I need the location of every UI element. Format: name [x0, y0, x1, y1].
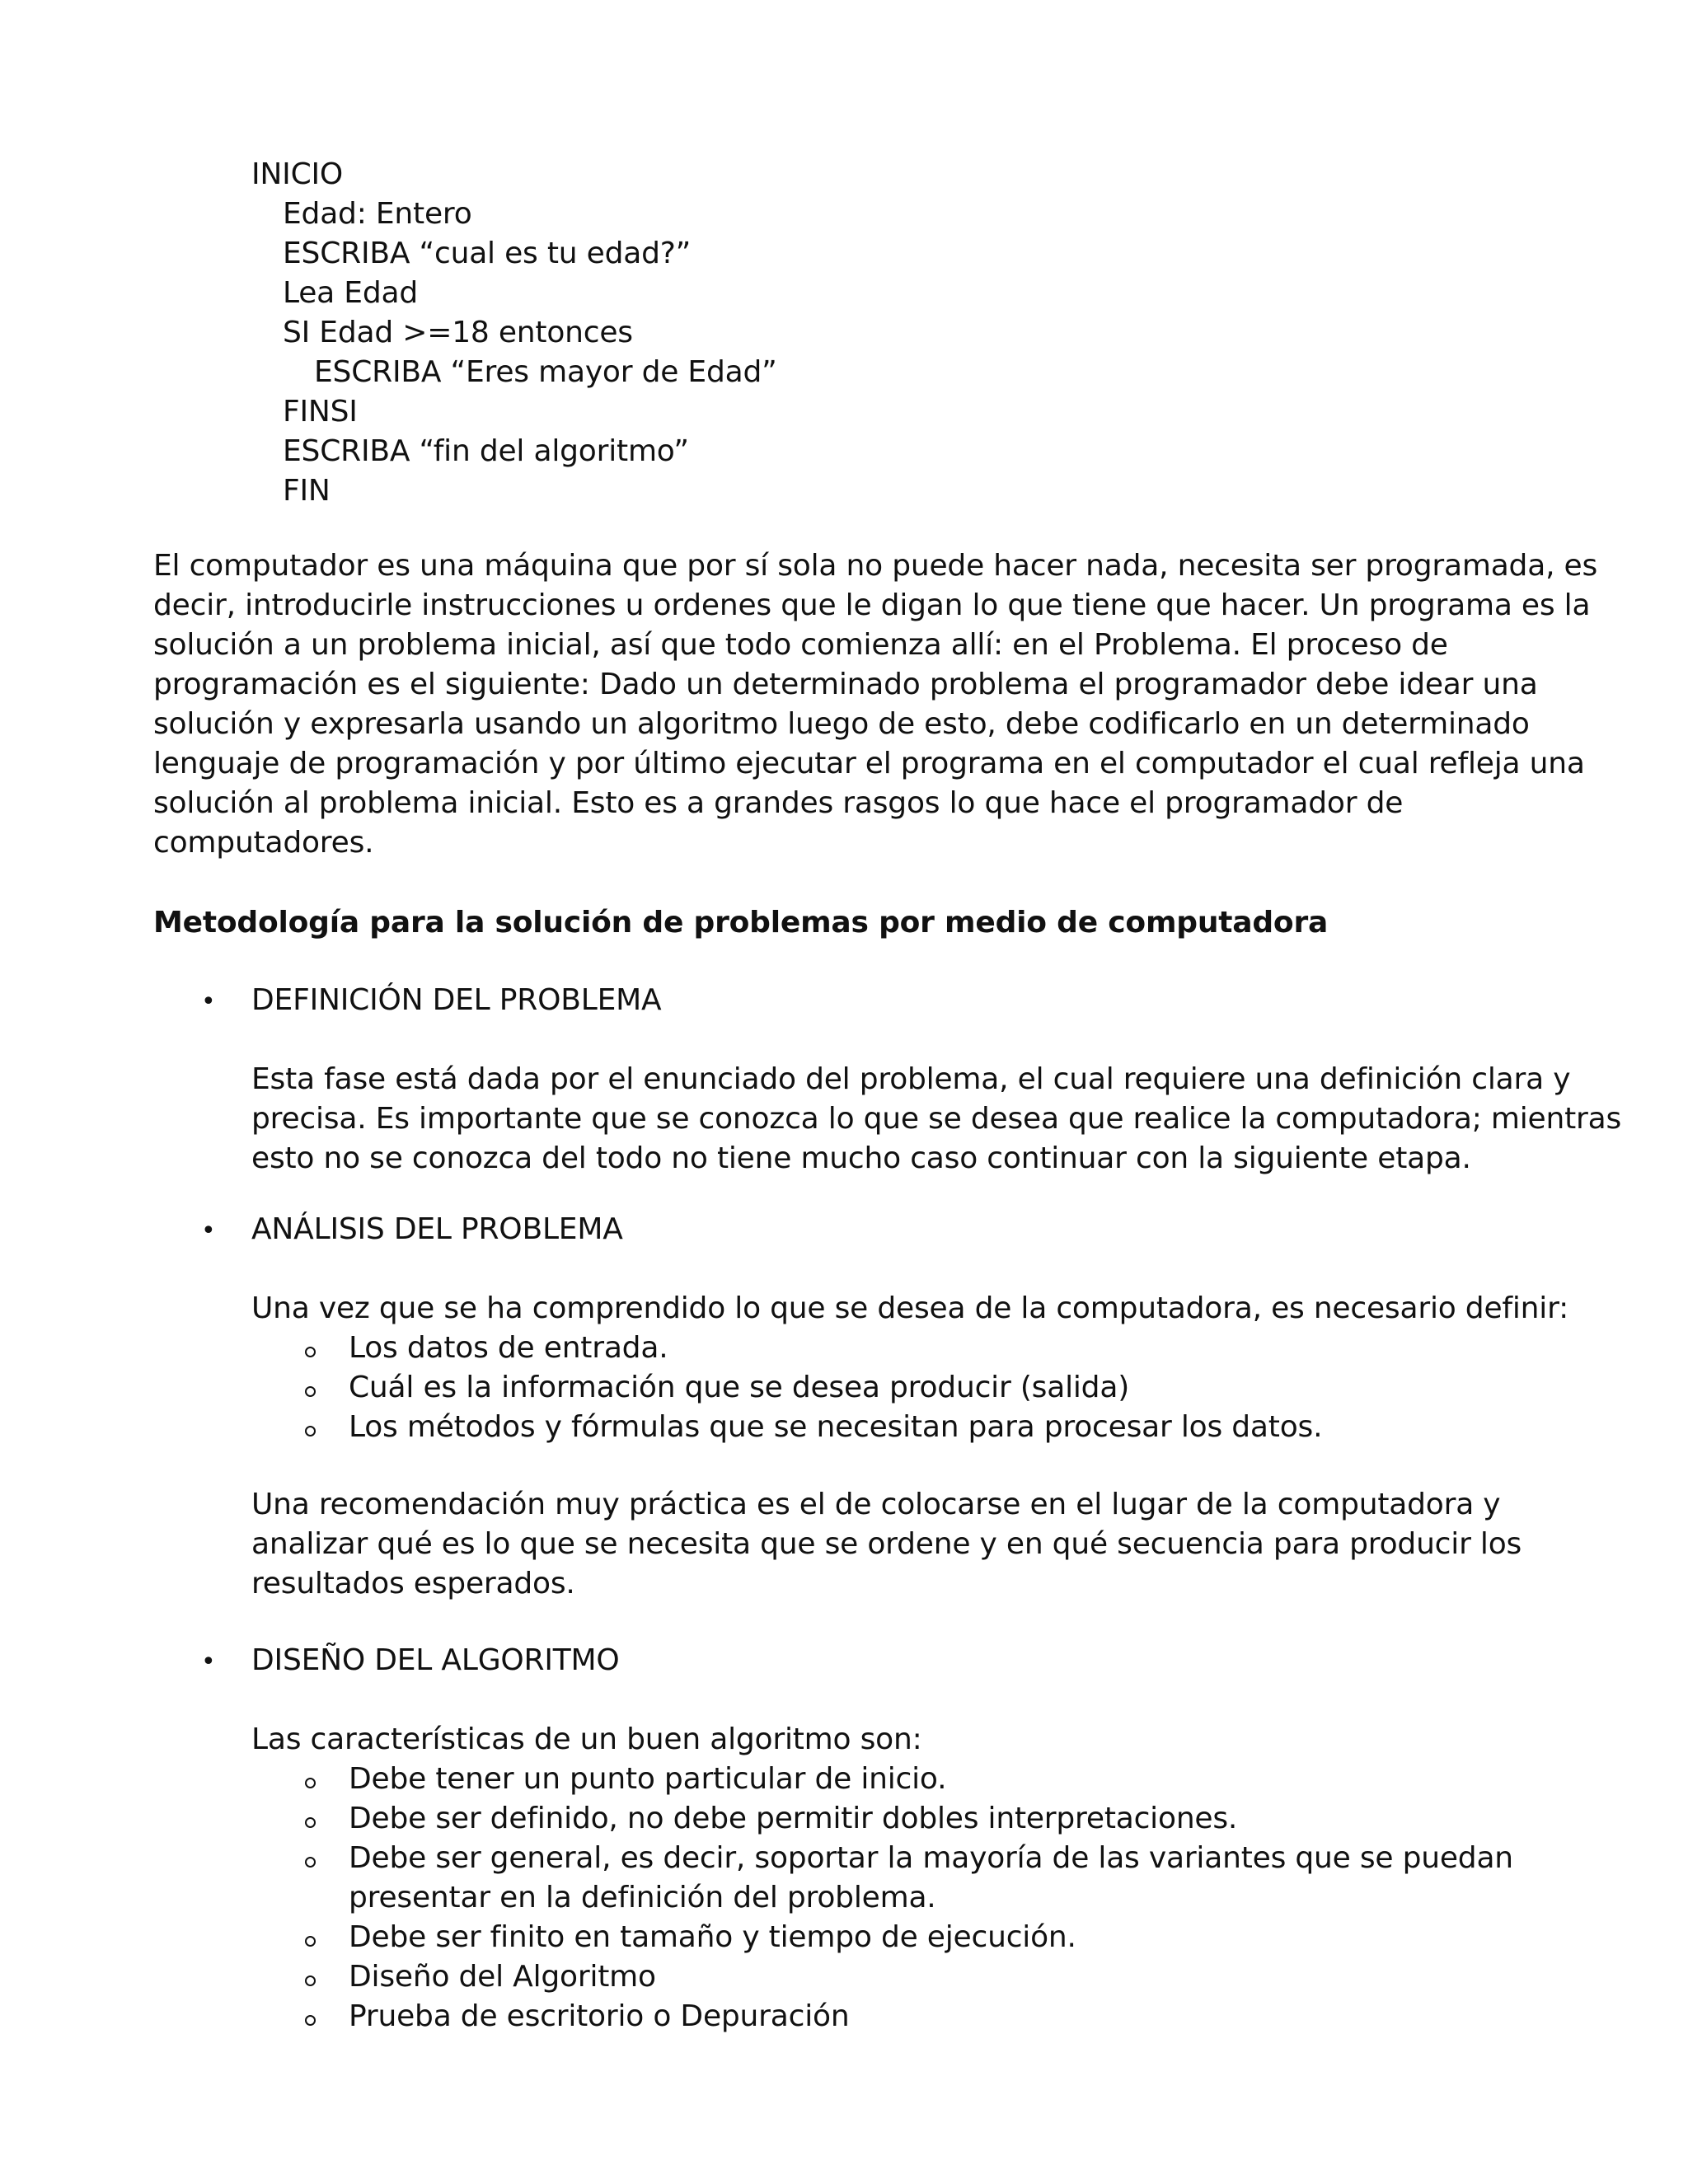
- section-intro: Una vez que se ha comprendido lo que se desea de la computadora, es necesario definir:: [251, 1291, 1569, 1325]
- list-item: Debe ser definido, no debe permitir dobles interpretaciones.: [349, 1802, 1238, 1835]
- circle-bullet-icon: [305, 1386, 316, 1397]
- list-item: Debe ser finito en tamaño y tiempo de ejecución.: [349, 1920, 1076, 1954]
- paragraph-line: resultados esperados.: [251, 1567, 575, 1601]
- section-title: ANÁLISIS DEL PROBLEMA: [251, 1212, 623, 1246]
- paragraph-line: Una recomendación muy práctica es el de colocarse en el lugar de la computadora y: [251, 1488, 1501, 1521]
- code-line: Edad: Entero: [283, 197, 472, 231]
- list-item: Diseño del Algoritmo: [349, 1960, 656, 1994]
- circle-bullet-icon: [305, 1817, 316, 1828]
- paragraph-line: solución al problema inicial. Esto es a grandes rasgos lo que hace el programador de: [153, 786, 1404, 820]
- circle-bullet-icon: [305, 1426, 316, 1436]
- list-item-continuation: presentar en la definición del problema.: [349, 1881, 936, 1915]
- paragraph-line: precisa. Es importante que se conozca lo que se desea que realice la computadora; mientras: [251, 1102, 1622, 1136]
- section-body: [251, 1060, 1621, 1179]
- list-item: Debe ser general, es decir, soportar la mayoría de las variantes que se puedan: [349, 1841, 1513, 1875]
- circle-bullet-icon: [305, 2015, 316, 2026]
- circle-bullet-icon: [305, 1936, 316, 1947]
- paragraph-line: programación es el siguiente: Dado un determinado problema el programador debe idear una: [153, 668, 1538, 701]
- code-line: INICIO: [251, 157, 344, 191]
- section-title: DEFINICIÓN DEL PROBLEMA: [251, 983, 662, 1017]
- paragraph-line: esto no se conozca del todo no tiene mucho caso continuar con la siguiente etapa.: [251, 1141, 1471, 1175]
- paragraph-line: decir, introducirle instrucciones u ordenes que le digan lo que tiene que hacer. Un programa es la: [153, 588, 1591, 622]
- section-intro: Las características de un buen algoritmo son:: [251, 1722, 922, 1756]
- paragraph-line: solución a un problema inicial, así que todo comienza allí: en el Problema. El proceso de: [153, 628, 1448, 662]
- list-item: Los datos de entrada.: [349, 1331, 668, 1365]
- list-item: Cuál es la información que se desea producir (salida): [349, 1371, 1130, 1404]
- bullet-icon: •: [201, 987, 216, 1016]
- code-line: SI Edad >=18 entonces: [283, 316, 633, 349]
- circle-bullet-icon: [305, 1347, 316, 1357]
- code-line: ESCRIBA “cual es tu edad?”: [283, 237, 692, 270]
- paragraph-line: Esta fase está dada por el enunciado del problema, el cual requiere una definición clara y: [251, 1062, 1571, 1096]
- circle-bullet-icon: [305, 1975, 316, 1986]
- code-line: ESCRIBA “fin del algoritmo”: [283, 434, 689, 468]
- circle-bullet-icon: [305, 1778, 316, 1788]
- section-title: DISEÑO DEL ALGORITMO: [251, 1643, 620, 1677]
- circle-bullet-icon: [305, 1857, 316, 1868]
- section-heading: Metodología para la solución de problemas por medio de computadora: [153, 906, 1329, 940]
- list-item: Los métodos y fórmulas que se necesitan para procesar los datos.: [349, 1410, 1323, 1444]
- list-item: Prueba de escritorio o Depuración: [349, 1999, 850, 2033]
- code-line: ESCRIBA “Eres mayor de Edad”: [314, 355, 777, 389]
- code-line: FINSI: [283, 395, 358, 429]
- paragraph-line: computadores.: [153, 826, 374, 860]
- code-line: FIN: [283, 474, 331, 508]
- paragraph-line: El computador es una máquina que por sí sola no puede hacer nada, necesita ser programada, es: [153, 549, 1598, 583]
- list-item: Debe tener un punto particular de inicio.: [349, 1762, 947, 1796]
- paragraph-line: analizar qué es lo que se necesita que se ordene y en qué secuencia para producir los: [251, 1527, 1522, 1561]
- paragraph-line: lenguaje de programación y por último ejecutar el programa en el computador el cual refleja una: [153, 747, 1585, 780]
- bullet-icon: •: [201, 1647, 216, 1676]
- section-body: [251, 1485, 1522, 1604]
- paragraph-line: solución y expresarla usando un algoritmo luego de esto, debe codificarlo en un determinado: [153, 707, 1530, 741]
- bullet-icon: •: [201, 1216, 216, 1245]
- intro-paragraph: [153, 546, 1597, 863]
- code-line: Lea Edad: [283, 276, 418, 310]
